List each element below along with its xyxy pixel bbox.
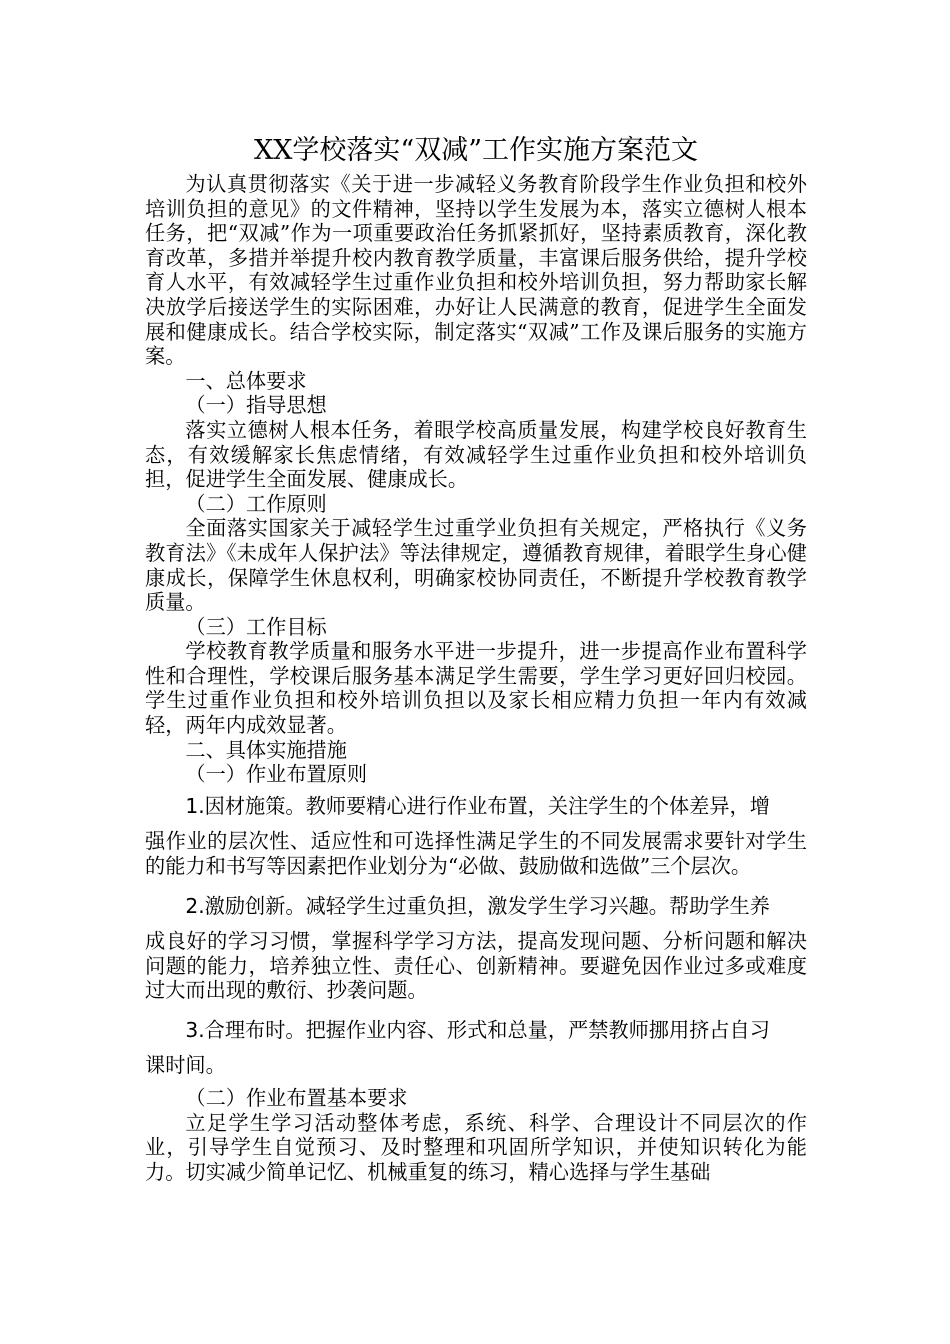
list-item-number: 3.	[185, 1017, 205, 1042]
list-item-lead: 因材施策。教师要精心进行作业布置，关注学生的个体差异，增	[204, 793, 770, 818]
list-item-lead: 合理布时。把握作业内容、形式和总量，严禁教师挪用挤占自习	[204, 1017, 770, 1042]
document-body	[145, 132, 807, 1184]
section-heading-overall: 一、总体要求	[185, 368, 307, 393]
list-item	[145, 887, 807, 1003]
paragraph-homework-requirements: 立足学生学习活动整体考虑，系统、科学、合理设计不同层次的作业，引导学生自觉预习、及时整理和巩固所学知识，并使知识转化为能力。切实减少简单记忆、机械重复的练习，精心选择与学生基础	[145, 1110, 807, 1184]
paragraph-work-goals: 学校教育教学质量和服务水平进一步提升，进一步提高作业布置科学性和合理性，学校课后服务基本满足学生需要，学生学习更好回归校园。学生过重作业负担和校外培训负担以及家长相应精力负担一年内有效减轻，两年内成效显著。	[145, 639, 807, 738]
list-item	[145, 787, 807, 879]
paragraph-guiding-ideology: 落实立德树人根本任务，着眼学校高质量发展，构建学校良好教育生态，有效缓解家长焦虑情绪，有效减轻学生过重作业负担和校外培训负担，促进学生全面发展、健康成长。	[145, 417, 807, 492]
list-item-first-line	[145, 887, 807, 926]
subheading-guiding-ideology: （一）指导思想	[185, 393, 327, 418]
paragraph-work-principles: 全面落实国家关于减轻学生过重学业负担有关规定，严格执行《义务教育法》《未成年人保护法》等法律规定，遵循教育规律，着眼学生身心健康成长，保障学生休息权利，明确家校协同责任，不断提升学校教育教学质量。	[145, 516, 807, 615]
list-item-lead: 激励创新。减轻学生过重负担，激发学生学习兴趣。帮助学生养	[204, 893, 770, 918]
subheading-work-principles: （二）工作原则	[185, 491, 327, 516]
intro-paragraph: 为认真贯彻落实《关于进一步减轻义务教育阶段学生作业负担和校外培训负担的意见》的文件精神，坚持以学生发展为本，落实立德树人根本任务，把“双减”作为一项重要政治任务抓紧抓好，坚持素质教育，深化教育改革，多措并举提升校内教育教学质量，丰富课后服务供给，提升学校育人水平，有效减轻学生过重作业负担和校外培训负担，努力帮助家长解决放学后接送学生的实际困难，办好让人民满意的教育，促进学生全面发展和健康成长。结合学校实际，制定落实“双减”工作及课后服务的实施方案。	[145, 172, 807, 369]
list-item-number: 1.	[185, 793, 205, 818]
list-item-first-line	[145, 1011, 807, 1050]
document-title: XX学校落实“双减”工作实施方案范文	[253, 135, 699, 166]
list-item-number: 2.	[185, 893, 205, 918]
subheading-homework-requirements: （二）作业布置基本要求	[185, 1085, 408, 1110]
list-item	[145, 1011, 807, 1078]
subheading-homework-principles: （一）作业布置原则	[185, 762, 368, 787]
list-item-continuation: 成良好的学习习惯，掌握科学学习方法，提高发现问题、分析问题和解决问题的能力，培养独立性、责任心、创新精神。要避免因作业过多或难度过大而出现的敷衍、抄袭问题。	[145, 929, 807, 1003]
list-item-continuation: 课时间。	[145, 1053, 226, 1078]
list-item-first-line	[145, 787, 807, 826]
subheading-work-goals: （三）工作目标	[185, 614, 327, 639]
section-heading-measures: 二、具体实施措施	[185, 737, 347, 762]
list-item-continuation: 强作业的层次性、适应性和可选择性满足学生的不同发展需求要针对学生的能力和书写等因素把作业划分为“必做、鼓励做和选做”三个层次。	[145, 829, 807, 878]
